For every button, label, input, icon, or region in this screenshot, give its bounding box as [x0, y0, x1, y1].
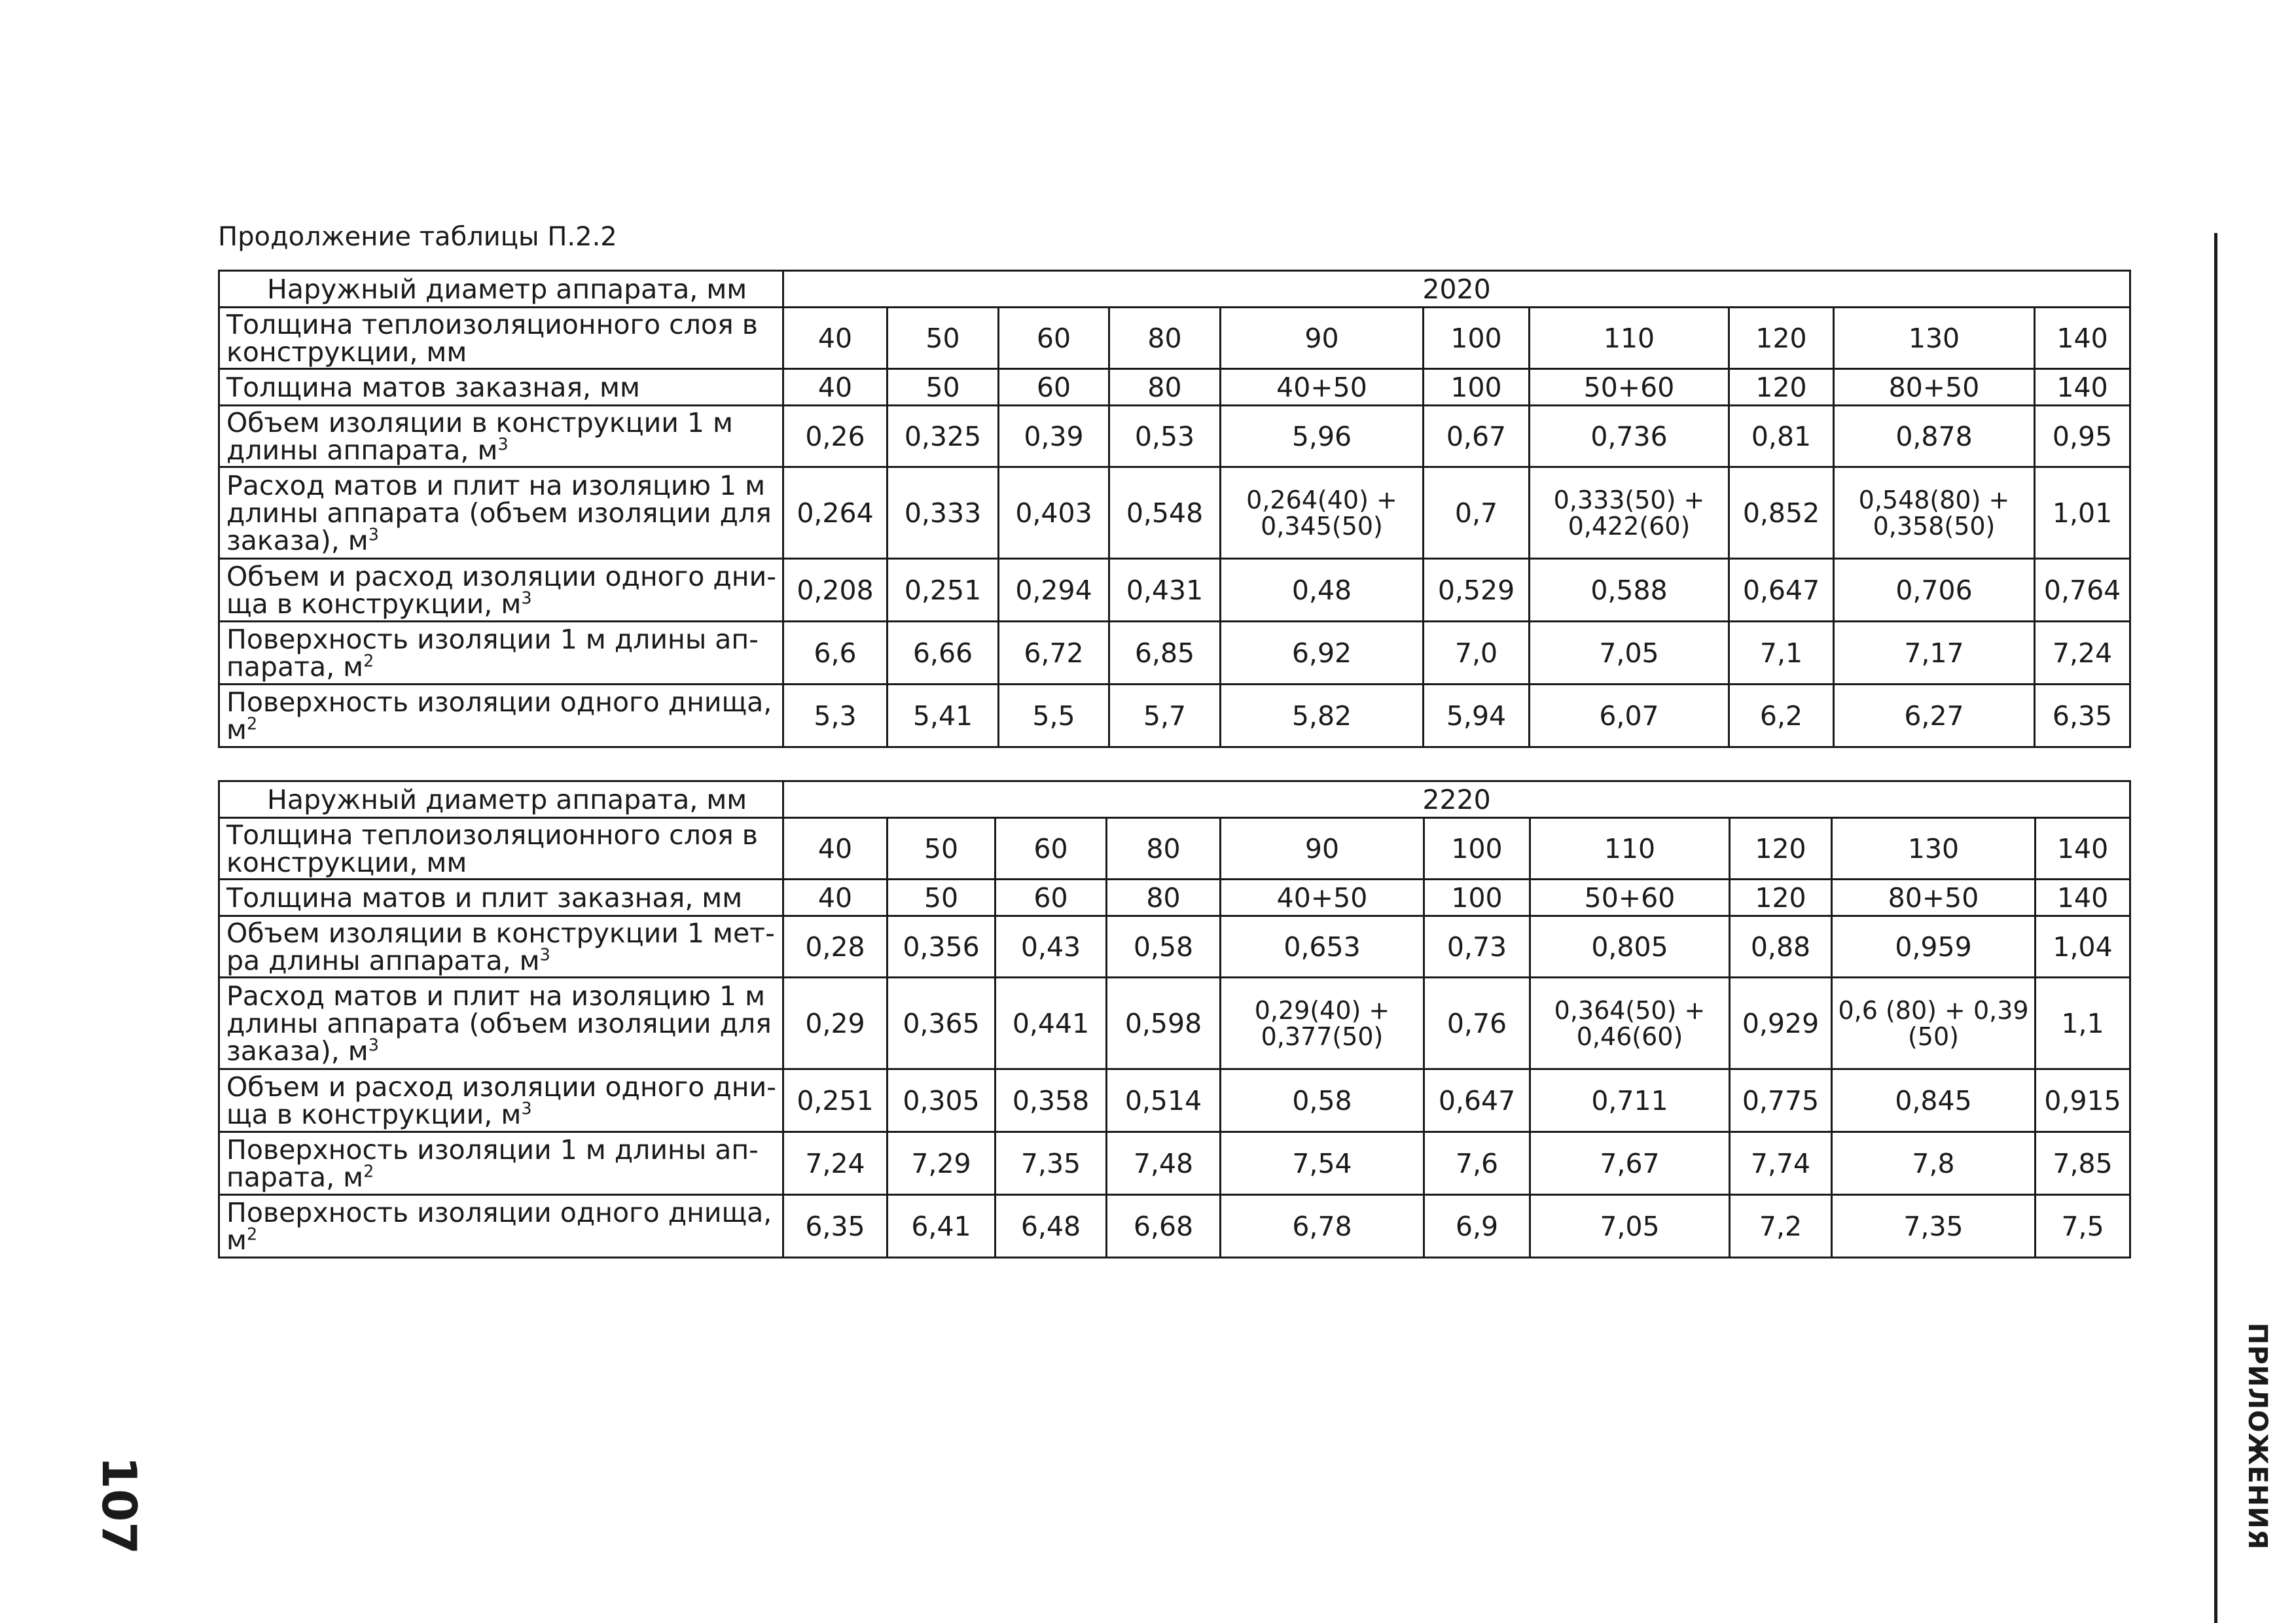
value-cell: 50+60: [1530, 369, 1729, 406]
value-cell: 140: [2035, 308, 2130, 369]
value-cell: 0,706: [1834, 559, 2035, 622]
value-cell: 0,598: [1107, 978, 1221, 1069]
value-cell: 5,96: [1221, 406, 1424, 467]
table-row: [219, 559, 2130, 622]
row-label-text: Толщина теплоизоляционного слоя в конструкции, мм: [226, 819, 758, 878]
diameter-row: [219, 781, 2130, 818]
row-label: [219, 559, 783, 622]
unit-superscript: 3: [497, 433, 509, 454]
unit-superscript: 2: [363, 650, 374, 670]
value-cell: 7,05: [1530, 1195, 1730, 1258]
value-cell: 0,365: [888, 978, 996, 1069]
row-label: [219, 880, 783, 916]
value-cell: 7,35: [1832, 1195, 2036, 1258]
row-label-text: Расход матов и плит на изоляцию 1 м длины аппарата (объем изоляции для заказа), м: [226, 469, 772, 556]
row-label: [219, 1069, 783, 1132]
value-cell: 60: [996, 818, 1107, 880]
diameter-value: 2220: [783, 781, 2130, 818]
page-number-text: 107: [92, 1455, 147, 1555]
value-cell: 0,43: [996, 916, 1107, 978]
section-label: [2231, 1323, 2284, 1550]
value-cell: 0,711: [1530, 1069, 1730, 1132]
value-cell: 0,305: [888, 1069, 996, 1132]
value-cell: 120: [1730, 818, 1832, 880]
value-cell: 0,251: [783, 1069, 888, 1132]
row-label: [219, 1195, 783, 1258]
row-label: [219, 467, 783, 559]
value-cell: 7,17: [1834, 622, 2035, 685]
value-cell: 0,647: [1424, 1069, 1530, 1132]
value-cell: 6,72: [999, 622, 1109, 685]
row-label: [219, 1132, 783, 1195]
row-label: [219, 622, 783, 685]
value-cell: 140: [2036, 880, 2130, 916]
value-cell: 1,04: [2036, 916, 2130, 978]
value-cell: 40: [783, 818, 888, 880]
value-cell: 7,67: [1530, 1132, 1730, 1195]
value-cell: 100: [1424, 308, 1530, 369]
table-row: [219, 622, 2130, 685]
value-cell: 120: [1730, 880, 1832, 916]
value-cell: 50: [888, 308, 999, 369]
value-cell: 0,251: [888, 559, 999, 622]
value-cell: 0,67: [1424, 406, 1530, 467]
value-cell: 0,959: [1832, 916, 2036, 978]
value-cell: 7,48: [1107, 1132, 1221, 1195]
value-cell: 140: [2036, 818, 2130, 880]
value-cell: 7,29: [888, 1132, 996, 1195]
value-cell: 7,1: [1729, 622, 1834, 685]
value-cell: 0,6 (80) + 0,39 (50): [1832, 978, 2036, 1069]
row-label-text: Объем изоляции в конструкции 1 м длины аппарата, м: [226, 406, 733, 466]
unit-superscript: 3: [521, 1097, 532, 1118]
row-label-text: Объем изоляции в конструкции 1 мет-ра длины аппарата, м: [226, 917, 775, 976]
table-row: [219, 467, 2130, 559]
unit-superscript: 2: [246, 713, 258, 733]
value-cell: 110: [1530, 818, 1730, 880]
value-cell: 0,845: [1832, 1069, 2036, 1132]
value-cell: 0,58: [1107, 916, 1221, 978]
value-cell: 6,66: [888, 622, 999, 685]
value-cell: 0,26: [783, 406, 888, 467]
table-row: [219, 1069, 2130, 1132]
value-cell: 50: [888, 818, 996, 880]
value-cell: 0,88: [1730, 916, 1832, 978]
value-cell: 100: [1424, 818, 1530, 880]
value-cell: 0,915: [2036, 1069, 2130, 1132]
value-cell: 6,68: [1107, 1195, 1221, 1258]
row-label: [219, 308, 783, 369]
value-cell: 5,94: [1424, 685, 1530, 747]
value-cell: 60: [999, 308, 1109, 369]
value-cell: 0,208: [783, 559, 888, 622]
value-cell: 7,6: [1424, 1132, 1530, 1195]
value-cell: 40+50: [1221, 369, 1424, 406]
table-row: [219, 1132, 2130, 1195]
insulation-table-2020: [218, 270, 2131, 748]
value-cell: 7,74: [1730, 1132, 1832, 1195]
value-cell: 40: [783, 880, 888, 916]
value-cell: 0,76: [1424, 978, 1530, 1069]
row-label-text: Толщина теплоизоляционного слоя в конструкции, мм: [226, 308, 758, 368]
value-cell: 6,07: [1530, 685, 1729, 747]
value-cell: 7,05: [1530, 622, 1729, 685]
row-label-text: Поверхность изоляции одного днища, м: [226, 1196, 772, 1256]
diameter-label: Наружный диаметр аппарата, мм: [219, 781, 783, 818]
value-cell: 40: [783, 308, 888, 369]
value-cell: 50: [888, 880, 996, 916]
value-cell: 80: [1107, 880, 1221, 916]
row-label-text: Поверхность изоляции одного днища, м: [226, 686, 772, 745]
value-cell: 0,764: [2035, 559, 2130, 622]
value-cell: 7,0: [1424, 622, 1530, 685]
value-cell: 5,5: [999, 685, 1109, 747]
value-cell: 0,403: [999, 467, 1109, 559]
value-cell: 0,647: [1729, 559, 1834, 622]
value-cell: 0,529: [1424, 559, 1530, 622]
row-label-text: Поверхность изоляции 1 м длины ап-парата, м: [226, 623, 759, 683]
value-cell: 0,431: [1109, 559, 1221, 622]
value-cell: 110: [1530, 308, 1729, 369]
value-cell: 130: [1834, 308, 2035, 369]
value-cell: 0,264(40) + 0,345(50): [1221, 467, 1424, 559]
value-cell: 120: [1729, 308, 1834, 369]
row-label-text: Толщина матов и плит заказная, мм: [226, 882, 743, 914]
row-label-text: Толщина матов заказная, мм: [226, 371, 640, 403]
value-cell: 6,35: [783, 1195, 888, 1258]
value-cell: 50: [888, 369, 999, 406]
value-cell: 7,5: [2036, 1195, 2130, 1258]
page-number: [86, 1453, 152, 1558]
diameter-value: 2020: [783, 271, 2130, 308]
value-cell: 60: [996, 880, 1107, 916]
row-label: [219, 685, 783, 747]
value-cell: 6,35: [2035, 685, 2130, 747]
value-cell: 0,929: [1730, 978, 1832, 1069]
value-cell: 7,8: [1832, 1132, 2036, 1195]
value-cell: 0,736: [1530, 406, 1729, 467]
value-cell: 130: [1832, 818, 2036, 880]
table-row: [219, 369, 2130, 406]
section-label-text: ПРИЛОЖЕНИЯ: [2242, 1323, 2272, 1550]
value-cell: 0,53: [1109, 406, 1221, 467]
value-cell: 0,29(40) + 0,377(50): [1221, 978, 1424, 1069]
value-cell: 0,28: [783, 916, 888, 978]
value-cell: 0,48: [1221, 559, 1424, 622]
value-cell: 0,39: [999, 406, 1109, 467]
value-cell: 0,73: [1424, 916, 1530, 978]
value-cell: 5,41: [888, 685, 999, 747]
value-cell: 100: [1424, 880, 1530, 916]
row-label: [219, 406, 783, 467]
value-cell: 0,7: [1424, 467, 1530, 559]
value-cell: 0,294: [999, 559, 1109, 622]
table-row: [219, 1195, 2130, 1258]
value-cell: 0,364(50) + 0,46(60): [1530, 978, 1730, 1069]
value-cell: 0,333: [888, 467, 999, 559]
value-cell: 6,2: [1729, 685, 1834, 747]
value-cell: 0,548: [1109, 467, 1221, 559]
value-cell: 6,48: [996, 1195, 1107, 1258]
table-row: [219, 916, 2130, 978]
value-cell: 80: [1107, 818, 1221, 880]
row-label: [219, 369, 783, 406]
unit-superscript: 3: [368, 1034, 379, 1054]
value-cell: 0,441: [996, 978, 1107, 1069]
row-label: [219, 818, 783, 880]
value-cell: 0,95: [2035, 406, 2130, 467]
value-cell: 7,85: [2036, 1132, 2130, 1195]
value-cell: 7,24: [783, 1132, 888, 1195]
value-cell: 6,27: [1834, 685, 2035, 747]
value-cell: 5,3: [783, 685, 888, 747]
row-label: [219, 978, 783, 1069]
value-cell: 0,264: [783, 467, 888, 559]
value-cell: 0,325: [888, 406, 999, 467]
table-caption: Продолжение таблицы П.2.2: [218, 222, 617, 252]
value-cell: 80: [1109, 308, 1221, 369]
value-cell: 140: [2035, 369, 2130, 406]
value-cell: 90: [1221, 308, 1424, 369]
value-cell: 0,852: [1729, 467, 1834, 559]
value-cell: 40: [783, 369, 888, 406]
value-cell: 80+50: [1834, 369, 2035, 406]
page-edge-rule: [2214, 233, 2217, 1623]
table-row: [219, 818, 2130, 880]
diameter-row: [219, 271, 2130, 308]
value-cell: 6,92: [1221, 622, 1424, 685]
table-row: [219, 978, 2130, 1069]
value-cell: 6,9: [1424, 1195, 1530, 1258]
value-cell: 0,58: [1221, 1069, 1424, 1132]
value-cell: 7,24: [2035, 622, 2130, 685]
unit-superscript: 3: [521, 587, 532, 607]
value-cell: 0,81: [1729, 406, 1834, 467]
value-cell: 0,358: [996, 1069, 1107, 1132]
value-cell: 0,29: [783, 978, 888, 1069]
row-label-text: Расход матов и плит на изоляцию 1 м длины аппарата (объем изоляции для заказа), м: [226, 980, 772, 1067]
value-cell: 6,6: [783, 622, 888, 685]
diameter-label: Наружный диаметр аппарата, мм: [219, 271, 783, 308]
value-cell: 0,548(80) + 0,358(50): [1834, 467, 2035, 559]
value-cell: 90: [1221, 818, 1424, 880]
unit-superscript: 3: [368, 524, 379, 544]
row-label-text: Поверхность изоляции 1 м длины ап-парата, м: [226, 1133, 759, 1193]
value-cell: 5,7: [1109, 685, 1221, 747]
value-cell: 0,356: [888, 916, 996, 978]
value-cell: 0,514: [1107, 1069, 1221, 1132]
unit-superscript: 3: [539, 944, 550, 964]
value-cell: 1,1: [2036, 978, 2130, 1069]
value-cell: 0,775: [1730, 1069, 1832, 1132]
value-cell: 1,01: [2035, 467, 2130, 559]
row-label-text: Объем и расход изоляции одного дни-ща в конструкции, м: [226, 1071, 777, 1130]
value-cell: 80+50: [1832, 880, 2036, 916]
table-row: [219, 685, 2130, 747]
value-cell: 6,41: [888, 1195, 996, 1258]
value-cell: 50+60: [1530, 880, 1730, 916]
value-cell: 60: [999, 369, 1109, 406]
value-cell: 7,35: [996, 1132, 1107, 1195]
value-cell: 6,85: [1109, 622, 1221, 685]
value-cell: 0,588: [1530, 559, 1729, 622]
table-row: [219, 406, 2130, 467]
table-row: [219, 880, 2130, 916]
row-label-text: Объем и расход изоляции одного дни-ща в конструкции, м: [226, 560, 777, 620]
row-label: [219, 916, 783, 978]
value-cell: 0,805: [1530, 916, 1730, 978]
unit-superscript: 2: [246, 1223, 258, 1243]
value-cell: 7,2: [1730, 1195, 1832, 1258]
table-row: [219, 308, 2130, 369]
value-cell: 6,78: [1221, 1195, 1424, 1258]
value-cell: 0,878: [1834, 406, 2035, 467]
insulation-table-2220: [218, 780, 2131, 1258]
value-cell: 120: [1729, 369, 1834, 406]
value-cell: 7,54: [1221, 1132, 1424, 1195]
value-cell: 40+50: [1221, 880, 1424, 916]
value-cell: 0,653: [1221, 916, 1424, 978]
value-cell: 0,333(50) + 0,422(60): [1530, 467, 1729, 559]
unit-superscript: 2: [363, 1160, 374, 1181]
value-cell: 100: [1424, 369, 1530, 406]
value-cell: 80: [1109, 369, 1221, 406]
value-cell: 5,82: [1221, 685, 1424, 747]
